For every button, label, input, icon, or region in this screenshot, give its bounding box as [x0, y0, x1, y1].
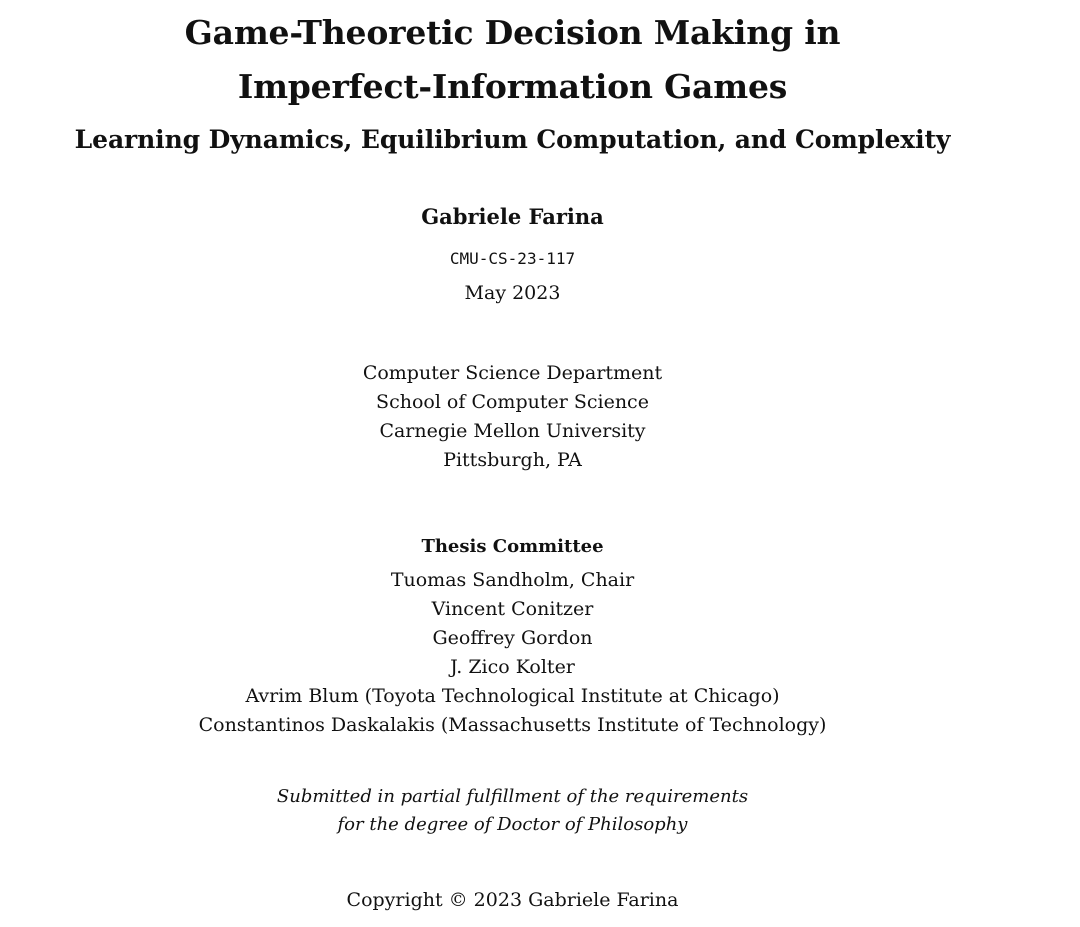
thesis-subtitle: Learning Dynamics, Equilibrium Computation, and Complexity: [74, 125, 951, 154]
affiliation-school: School of Computer Science: [376, 391, 649, 413]
thesis-title-line-1: Game-Theoretic Decision Making in: [184, 13, 841, 52]
submission-statement-line-1: Submitted in partial fulfillment of the requirements: [276, 786, 749, 807]
submission-statement-line-2: for the degree of Doctor of Philosophy: [337, 814, 688, 835]
author-name: Gabriele Farina: [421, 204, 604, 229]
copyright-notice: Copyright © 2023 Gabriele Farina: [346, 889, 679, 911]
committee-member: Avrim Blum (Toyota Technological Institute at Chicago): [245, 685, 780, 707]
affiliation-department: Computer Science Department: [362, 362, 663, 384]
committee-member: Geoffrey Gordon: [432, 627, 593, 649]
report-number: CMU-CS-23-117: [449, 249, 576, 268]
committee-member: J. Zico Kolter: [450, 656, 575, 678]
affiliation-location: Pittsburgh, PA: [443, 449, 582, 471]
committee-member: Tuomas Sandholm, Chair: [390, 569, 635, 591]
thesis-title-line-2: Imperfect-Information Games: [237, 67, 788, 106]
committee-member: Vincent Conitzer: [431, 598, 594, 620]
committee-heading: Thesis Committee: [421, 536, 604, 557]
publication-date: May 2023: [464, 282, 561, 304]
affiliation-university: Carnegie Mellon University: [379, 420, 646, 442]
committee-member: Constantinos Daskalakis (Massachusetts Institute of Technology): [198, 714, 827, 736]
